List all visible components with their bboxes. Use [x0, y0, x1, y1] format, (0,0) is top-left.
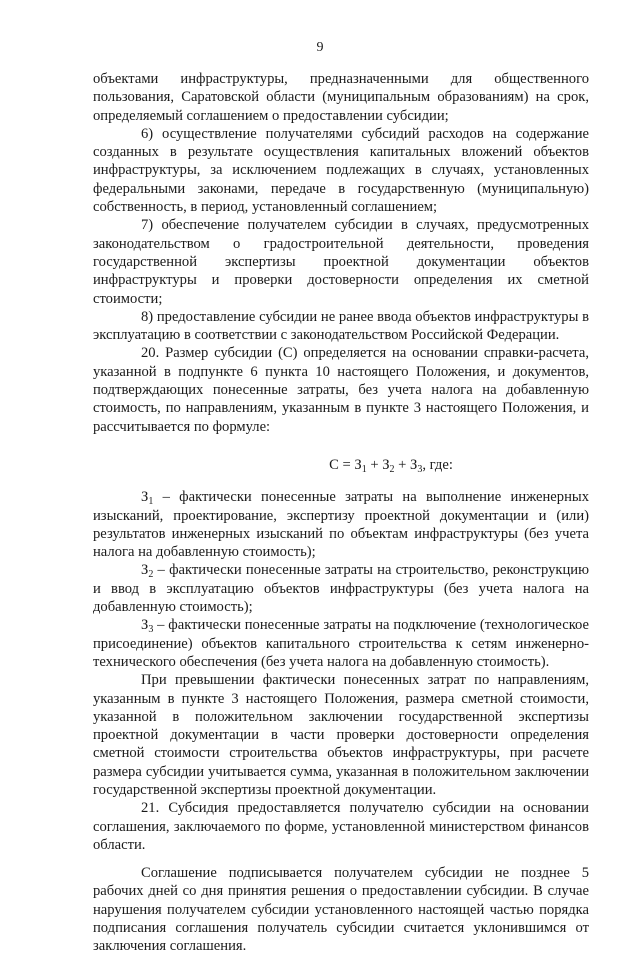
- paragraph-continuation: объектами инфраструктуры, предназначенными для общественного пользования, Саратовской области (муниципальным образованиям) на срок, определяемый соглашением о предоставлении субсидии;: [93, 71, 589, 124]
- definition-z2: $З_2$ – фактически понесенные затраты на строительство, реконструкцию и ввод в эксплуатацию объектов инфраструктуры (без учета налога на добавленную стоимость);: [93, 562, 589, 616]
- definition-z1: $З_1$ – фактически понесенные затраты на выполнение инженерных изысканий, проектирование, экспертизу проектной документации и (или) результатов инженерных изысканий по объектам инфраструктуры (без учета налога на добавленную стоимость);: [93, 489, 589, 561]
- list-item-7: 7) обеспечение получателем субсидии в случаях, предусмотренных законодательством о градостроительной деятельности, проведения государственной экспертизы проектной документации объектов инфраструктуры и проверки достоверности определения их сметной стоимости;: [93, 217, 589, 307]
- paragraph-excess-costs: При превышении фактически понесенных затрат по направлениям, указанным в пункте 3 настоящего Положения, размера сметной стоимости, указанной в положительном заключении государственной экспертизы проектной документации в части проверки достоверности определения сметной стоимости строительства объектов инфраструктуры, при расчете размера субсидии учитывается сумма, указанная в положительном заключении государственной экспертизы проектной документации.: [93, 672, 589, 798]
- paragraph-21: 21. Субсидия предоставляется получателю субсидии на основании соглашения, заключаемого по форме, установленной министерством финансов области.: [93, 800, 589, 853]
- paragraph-agreement: Соглашение подписывается получателем субсидии не позднее 5 рабочих дней со дня принятия решения о предоставлении субсидии. В случае нарушения получателем субсидии установленного настоящей частью порядка подписания соглашения получатель субсидии считается уклонившимся от заключения соглашения.: [93, 865, 589, 955]
- paragraph-20: 20. Размер субсидии (С) определяется на основании справки-расчета, указанной в подпункте 6 пункта 10 настоящего Положения, и документов, подтверждающих понесенные затраты, без учета налога на добавленную стоимость, по направлениям, указанным в пункте 3 настоящего Положения, и рассчитывается по формуле:: [93, 345, 589, 435]
- document-body: [93, 70, 589, 956]
- page-number: 9: [316, 40, 324, 55]
- definition-z3: $З_3$ – фактически понесенные затраты на подключение (технологическое присоединение) объектов капитального строительства к сетям инженерно-технического обеспечения (без учета налога на добавленную стоимость).: [93, 617, 589, 670]
- list-item-8: 8) предоставление субсидии не ранее ввода объектов инфраструктуры в эксплуатацию в соответствии с законодательством Российской Федерации.: [93, 308, 589, 344]
- subsidy-formula: $С = З_1 + З_2 + З_3$, где:: [329, 456, 453, 475]
- list-item-6: 6) осуществление получателями субсидий расходов на содержание созданных в результате осуществления капитальных вложений объектов инфраструктуры, за исключением подлежащих в случаях, установленных федеральными законами, передаче в государственную (муниципальную) собственность, в период, установленный соглашением;: [93, 125, 589, 216]
